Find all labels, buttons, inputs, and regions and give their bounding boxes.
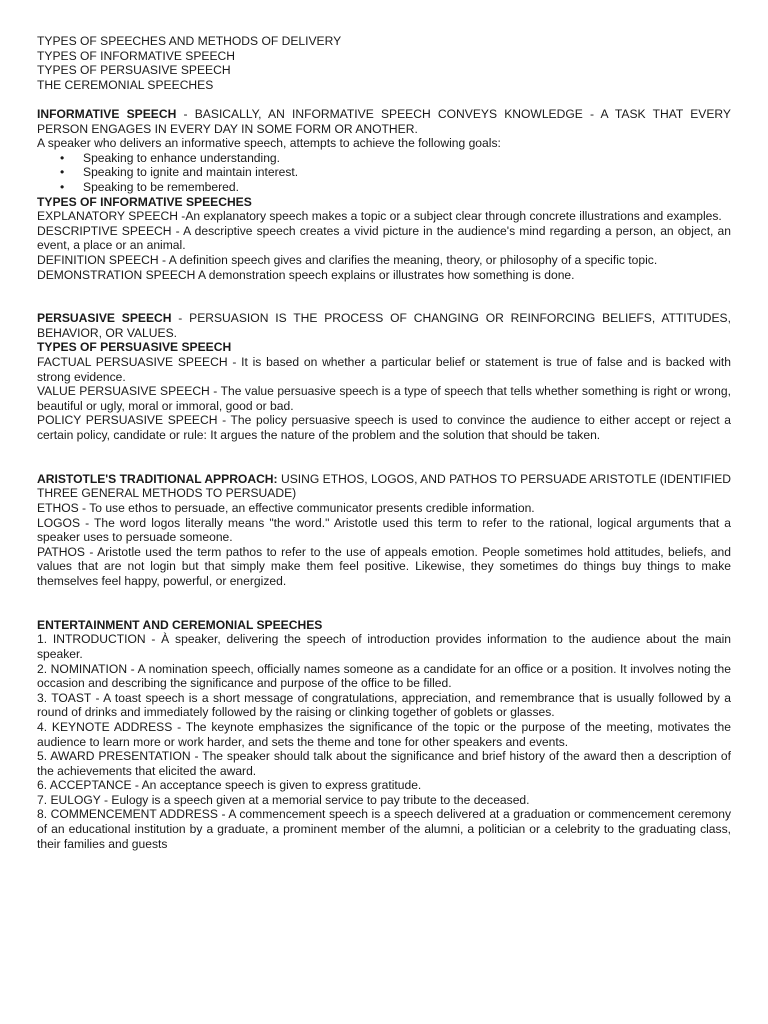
list-item-text: Speaking to be remembered. (83, 179, 239, 194)
ceremonial-item: 3. TOAST - A toast speech is a short message of congratulations, appreciation, and remembrance that is usually followed by a round of drinks and immediately followed by the raising or clinking together of goblets or glasses. (37, 690, 731, 720)
persuasive-type: POLICY PERSUASIVE SPEECH - The policy persuasive speech is used to convince the audience to either accept or reject a certain policy, candidate or rule: It argues the nature of the problem and the solution that should be taken. (37, 413, 731, 443)
aristotle-item: LOGOS - The word logos literally means "the word." Aristotle used this term to refer to the rational, logical arguments that a speaker uses to persuade someone. (37, 515, 731, 545)
aristotle-section (37, 472, 731, 589)
aristotle-heading-text: USING ETHOS, LOGOS, AND PATHOS TO PERSUADE ARISTOTLE (IDENTIFIED THREE GENERAL METHODS TO PERSUADE) (37, 471, 731, 501)
bullet-icon: • (60, 165, 65, 180)
persuasive-heading: PERSUASIVE SPEECH (37, 311, 172, 326)
informative-types-heading: TYPES OF INFORMATIVE SPEECHES (37, 194, 252, 209)
informative-type: EXPLANATORY SPEECH -An explanatory speech makes a topic or a subject clear through concrete illustrations and examples. (37, 209, 722, 224)
aristotle-item: PATHOS - Aristotle used the term pathos to refer to the use of appeals emotion. People sometimes hold attitudes, beliefs, and values that are not login but that simply make them feel positive. Likewise, they sometimes do things buy things to make themselves feel happy, powerful, or energized. (37, 544, 731, 588)
informative-heading-paragraph (37, 107, 731, 136)
ceremonial-item: 1. INTRODUCTION - À speaker, delivering the speech of introduction provides information to the audience about the main speaker. (37, 632, 731, 661)
ceremonial-item: 7. EULOGY - Eulogy is a speech given at a memorial service to pay tribute to the deceased. (37, 792, 530, 807)
aristotle-item: ETHOS - To use ethos to persuade, an effective communicator presents credible information. (37, 501, 535, 515)
table-of-contents (37, 34, 731, 92)
toc-line: THE CEREMONIAL SPEECHES (37, 77, 214, 92)
document-page (37, 34, 731, 851)
ceremonial-item: 4. KEYNOTE ADDRESS - The keynote emphasizes the significance of the topic or the purpose of the meeting, motivates the audience to learn more or work harder, and sets the theme and tone for other speakers and events. (37, 719, 731, 749)
persuasive-heading-text: - PERSUASION IS THE PROCESS OF CHANGING OR REINFORCING BELIEFS, ATTITUDES, BEHAVIOR, OR VALUES. (37, 311, 731, 340)
ceremonial-item: 8. COMMENCEMENT ADDRESS - A commencement speech is a speech delivered at a graduation or commencement ceremony of an educational institution by a graduate, a prominent member of the alumni, a politician or a celebrity to the graduating class, their families and guests (37, 807, 731, 851)
persuasive-type: FACTUAL PERSUASIVE SPEECH - It is based on whether a particular belief or statement is true of false and is backed with strong evidence. (37, 355, 731, 384)
goals-list (37, 151, 731, 195)
informative-type: DEFINITION SPEECH - A definition speech gives and clarifies the meaning, theory, or philosophy of a specific topic. (37, 252, 658, 267)
informative-heading: INFORMATIVE SPEECH (37, 106, 177, 121)
informative-type: DEMONSTRATION SPEECH A demonstration speech explains or illustrates how something is done. (37, 267, 575, 282)
bullet-icon: • (60, 150, 65, 165)
list-item (37, 165, 731, 180)
persuasive-type: VALUE PERSUASIVE SPEECH - The value persuasive speech is a type of speech that tells whether something is right or wrong, beautiful or ugly, moral or immoral, good or bad. (37, 384, 731, 413)
persuasive-types-heading: TYPES OF PERSUASIVE SPEECH (37, 340, 232, 355)
aristotle-heading: ARISTOTLE'S TRADITIONAL APPROACH: (37, 471, 278, 486)
list-item-text: Speaking to ignite and maintain interest. (83, 165, 299, 180)
list-item (37, 151, 731, 166)
ceremonial-heading: ENTERTAINMENT AND CEREMONIAL SPEECHES (37, 617, 323, 632)
aristotle-heading-paragraph (37, 472, 731, 501)
ceremonial-item: 2. NOMINATION - A nomination speech, officially names someone as a candidate for an office or a position. It involves noting the occasion and describing the significance and purpose of the office to be filled. (37, 661, 731, 691)
informative-heading-text: - BASICALLY, AN INFORMATIVE SPEECH CONVEYS KNOWLEDGE - A TASK THAT EVERY PERSON ENGAGES IN EVERY DAY IN SOME FORM OR ANOTHER. (37, 106, 732, 136)
bullet-icon: • (60, 179, 65, 194)
ceremonial-item: 6. ACCEPTANCE - An acceptance speech is given to express gratitude. (37, 778, 422, 793)
toc-line: TYPES OF INFORMATIVE SPEECH (37, 48, 236, 63)
informative-intro: A speaker who delivers an informative speech, attempts to achieve the following goals: (37, 136, 501, 151)
toc-line: TYPES OF PERSUASIVE SPEECH (37, 63, 231, 78)
ceremonial-section (37, 618, 731, 852)
persuasive-section (37, 311, 731, 442)
list-item-text: Speaking to enhance understanding. (83, 150, 281, 165)
informative-section (37, 107, 731, 282)
toc-line: TYPES OF SPEECHES AND METHODS OF DELIVERY (37, 34, 342, 48)
ceremonial-item: 5. AWARD PRESENTATION - The speaker should talk about the significance and brief history of the award then a description of the achievements that elicited the award. (37, 749, 731, 778)
persuasive-heading-paragraph (37, 311, 731, 340)
list-item (37, 180, 731, 195)
informative-type: DESCRIPTIVE SPEECH - A descriptive speech creates a vivid picture in the audience's mind regarding a person, an object, an event, a place or an animal. (37, 223, 731, 253)
